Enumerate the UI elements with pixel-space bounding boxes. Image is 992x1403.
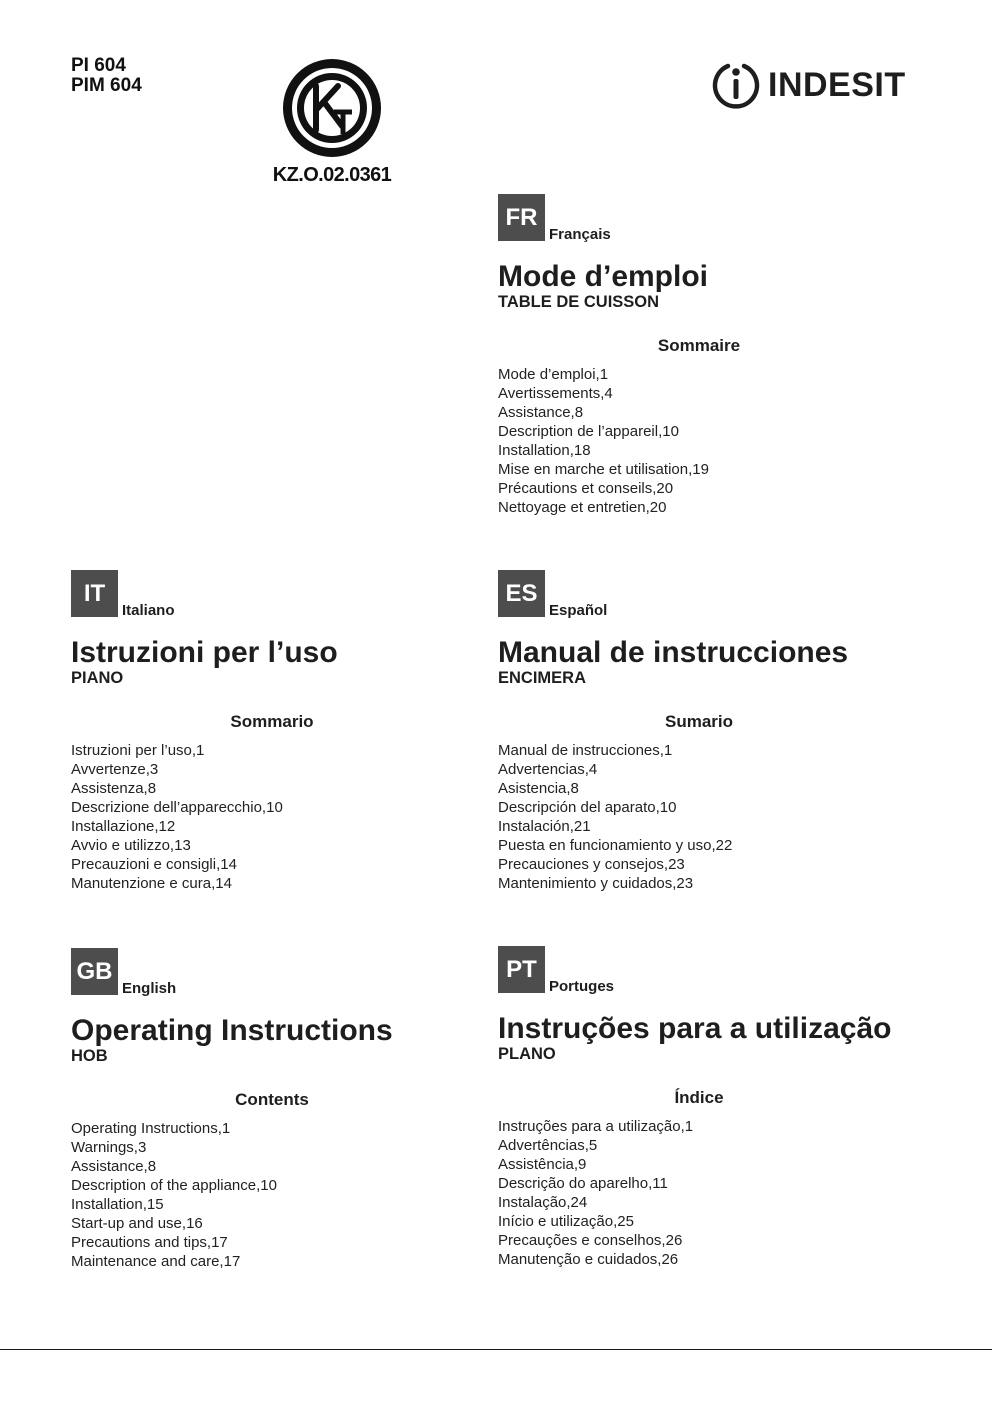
toc-item: Précautions et conseils,20 xyxy=(498,480,674,497)
toc-item: Operating Instructions,1 xyxy=(71,1120,231,1137)
section-fr xyxy=(498,191,878,517)
toc-item: Advertencias,4 xyxy=(498,761,598,778)
toc-item: Mise en marche et utilisation,19 xyxy=(498,461,709,478)
model-numbers xyxy=(71,56,142,96)
toc-heading: Índice xyxy=(674,1088,724,1107)
toc-item: Description de l’appareil,10 xyxy=(498,423,679,440)
language-code-badge: PT xyxy=(498,946,545,993)
toc-item: Avertissements,4 xyxy=(498,385,613,402)
toc-item: Mantenimiento y cuidados,23 xyxy=(498,875,694,892)
toc-item: Início e utilização,25 xyxy=(498,1213,634,1230)
language-header xyxy=(498,943,878,993)
manual-title: Instruções para a utilização xyxy=(498,1012,892,1045)
toc-item: Avvio e utilizzo,13 xyxy=(71,837,191,854)
toc-list xyxy=(71,1119,451,1271)
language-code-badge: ES xyxy=(498,570,545,617)
toc-item: Descrição do aparelho,11 xyxy=(498,1175,668,1192)
section-it xyxy=(71,567,451,893)
toc-item: Maintenance and care,17 xyxy=(71,1253,241,1270)
toc-item: Description of the appliance,10 xyxy=(71,1177,277,1194)
toc-item: Warnings,3 xyxy=(71,1139,147,1156)
language-header xyxy=(498,567,878,617)
toc-item: Precauzioni e consigli,14 xyxy=(71,856,237,873)
toc-list xyxy=(71,741,451,893)
model-number: PIM 604 xyxy=(71,75,142,96)
language-header xyxy=(71,945,451,995)
toc-item: Manutenzione e cura,14 xyxy=(71,875,232,892)
toc-item: Installazione,12 xyxy=(71,818,176,835)
toc-item: Instruções para a utilização,1 xyxy=(498,1118,694,1135)
toc-item: Assistenza,8 xyxy=(71,780,157,797)
kz-certification-seal-icon xyxy=(280,56,384,160)
language-name: Español xyxy=(549,602,608,619)
language-name: Italiano xyxy=(122,602,175,619)
toc-item: Avvertenze,3 xyxy=(71,761,159,778)
manual-subtitle: PLANO xyxy=(498,1045,556,1063)
toc-list xyxy=(498,741,878,893)
toc-list xyxy=(498,365,878,517)
manual-title: Mode d’emploi xyxy=(498,260,708,293)
toc-item: Instalação,24 xyxy=(498,1194,588,1211)
language-name: Français xyxy=(549,226,611,243)
toc-item: Puesta en funcionamiento y uso,22 xyxy=(498,837,733,854)
toc-heading: Sumario xyxy=(664,712,734,731)
model-number: PI 604 xyxy=(71,55,126,76)
language-code-badge: FR xyxy=(498,194,545,241)
toc-item: Start-up and use,16 xyxy=(71,1215,203,1232)
language-code-badge: IT xyxy=(71,570,118,617)
toc-item: Descripción del aparato,10 xyxy=(498,799,677,816)
manual-title: Manual de instrucciones xyxy=(498,636,849,669)
toc-item: Mode d’emploi,1 xyxy=(498,366,609,383)
manual-subtitle: TABLE DE CUISSON xyxy=(498,293,660,311)
language-header xyxy=(71,567,451,617)
manual-subtitle: ENCIMERA xyxy=(498,669,587,687)
toc-item: Istruzioni per l’uso,1 xyxy=(71,742,205,759)
toc-list xyxy=(498,1117,878,1269)
certification-mark xyxy=(271,56,393,187)
toc-heading: Sommario xyxy=(230,712,314,731)
certification-code: KZ.O.02.0361 xyxy=(272,164,392,186)
toc-item: Precauciones y consejos,23 xyxy=(498,856,685,873)
toc-heading: Sommaire xyxy=(657,336,741,355)
language-name: Portuges xyxy=(549,978,615,995)
toc-item: Nettoyage et entretien,20 xyxy=(498,499,667,516)
indesit-logo-icon xyxy=(710,59,762,111)
section-es xyxy=(498,567,878,893)
toc-item: Assistance,8 xyxy=(498,404,584,421)
toc-item: Asistencia,8 xyxy=(498,780,579,797)
section-pt xyxy=(498,943,892,1269)
toc-item: Installation,18 xyxy=(498,442,591,459)
manual-title: Operating Instructions xyxy=(71,1014,393,1047)
language-name: English xyxy=(122,980,177,997)
brand-name: INDESIT xyxy=(768,65,906,104)
brand-logo xyxy=(710,58,906,112)
toc-item: Precauções e conselhos,26 xyxy=(498,1232,683,1249)
toc-item: Assistência,9 xyxy=(498,1156,587,1173)
toc-item: Installation,15 xyxy=(71,1196,164,1213)
section-gb xyxy=(71,945,451,1271)
toc-item: Instalación,21 xyxy=(498,818,591,835)
manual-subtitle: PIANO xyxy=(71,669,124,687)
toc-item: Manutenção e cuidados,26 xyxy=(498,1251,679,1268)
manual-subtitle: HOB xyxy=(71,1047,108,1065)
toc-item: Precautions and tips,17 xyxy=(71,1234,228,1251)
toc-heading: Contents xyxy=(235,1090,309,1109)
toc-item: Descrizione dell’apparecchio,10 xyxy=(71,799,283,816)
bottom-divider xyxy=(0,1349,992,1350)
toc-item: Advertências,5 xyxy=(498,1137,598,1154)
manual-title: Istruzioni per l’uso xyxy=(71,636,338,669)
language-header xyxy=(498,191,878,241)
language-code-badge: GB xyxy=(71,948,118,995)
toc-item: Assistance,8 xyxy=(71,1158,157,1175)
toc-item: Manual de instrucciones,1 xyxy=(498,742,673,759)
